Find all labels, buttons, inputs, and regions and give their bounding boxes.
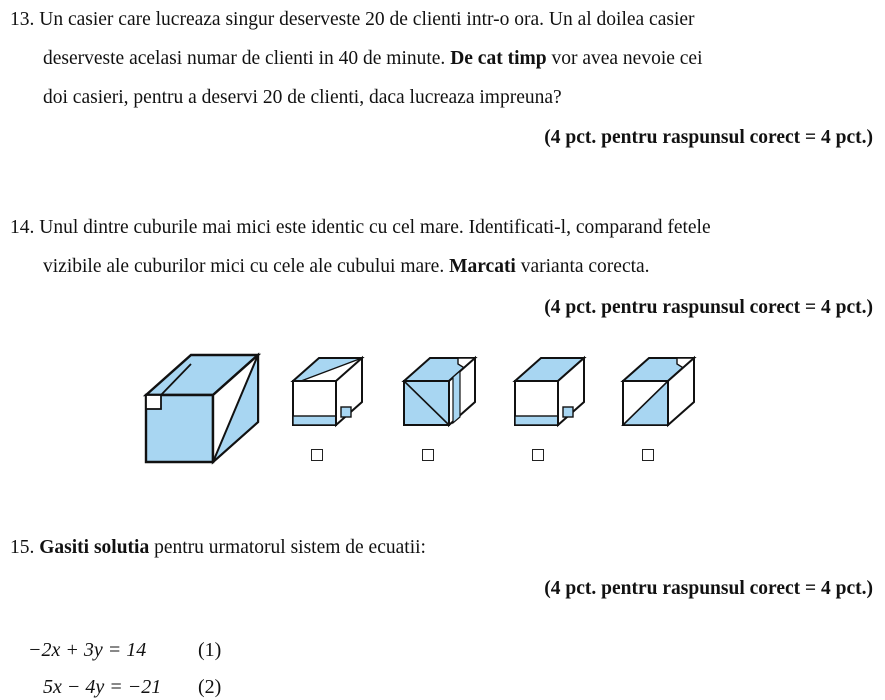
q13-points: (4 pct. pentru raspunsul corect = 4 pct.) [544,127,873,148]
equation-2-number: (2) [198,676,222,698]
q14-points: (4 pct. pentru raspunsul corect = 4 pct.) [544,297,873,318]
q13-text-1: Un casier care lucreaza singur deserveste 20 de clienti intr-o ora. Un al doilea casier [39,9,695,30]
reference-cube [140,352,266,466]
q13-emphasis: De cat timp [450,48,547,69]
q15-emphasis: Gasiti solutia [39,537,150,558]
q14-line-1 [10,216,711,240]
option-b-checkbox[interactable] [422,449,434,461]
option-cube-d [619,355,699,430]
option-a-checkbox[interactable] [311,449,323,461]
q14-line-2 [43,255,650,279]
q13-text-2b: vor avea nevoie cei [551,48,703,69]
q14-text-2b: varianta corecta. [520,256,650,277]
q14-text-1: Unul dintre cuburile mai mici este identic cu cel mare. Identificati-l, comparand fetele [39,217,711,238]
q14-emphasis: Marcati [449,256,516,277]
q15-text: pentru urmatorul sistem de ecuatii: [154,537,426,558]
q14-text-2a: vizibile ale cuburilor mici cu cele ale cubului mare. [43,256,445,277]
equation-1-number: (1) [198,639,222,661]
q15-number: 15. [10,537,35,558]
q15-points: (4 pct. pentru raspunsul corect = 4 pct.) [544,578,873,599]
q13-number: 13. [10,9,35,30]
q14-number: 14. [10,217,35,238]
option-cube-a [289,355,367,430]
q13-line-3: doi casieri, pentru a deservi 20 de clienti, daca lucreaza impreuna? [43,87,562,108]
option-cube-c [511,355,589,430]
q13-text-2a: deserveste acelasi numar de clienti in 40 de minute. [43,48,446,69]
q13-line-2 [43,47,703,71]
q15-line-1 [10,536,426,560]
equation-2: 5x − 4y = −21 [43,676,162,698]
option-d-checkbox[interactable] [642,449,654,461]
equation-1: −2x + 3y = 14 [28,639,147,661]
q13-line-1 [10,8,695,32]
option-cube-b [400,355,480,430]
option-c-checkbox[interactable] [532,449,544,461]
